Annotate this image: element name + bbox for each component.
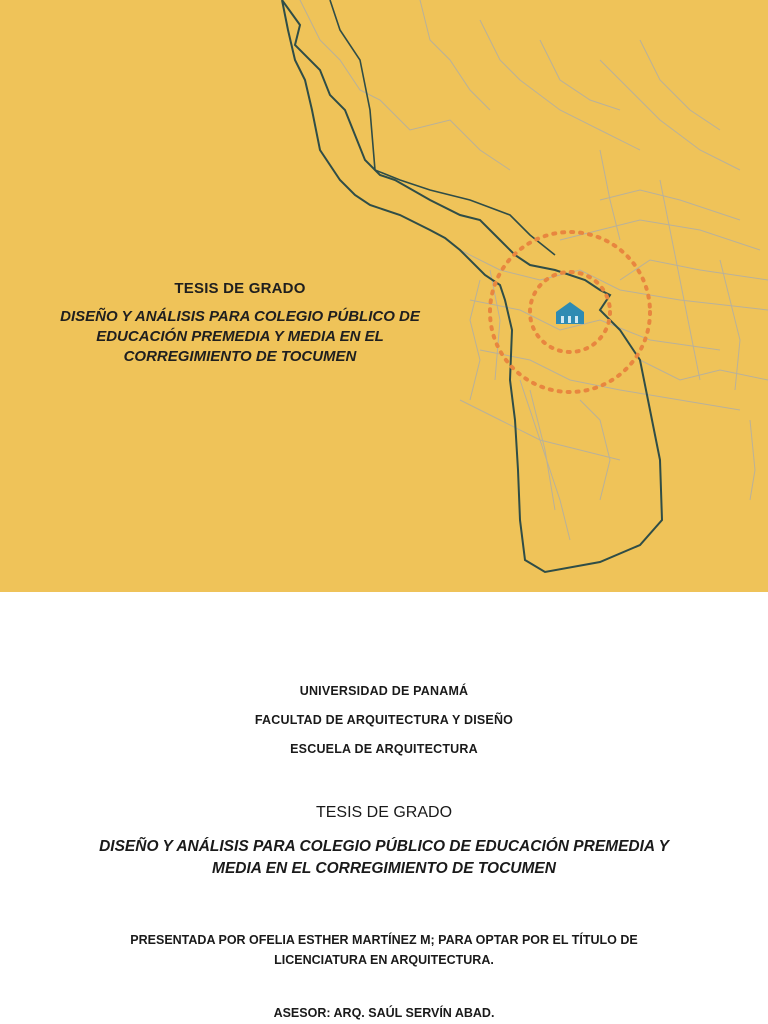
cover-subtitle: DISEÑO Y ANÁLISIS PARA COLEGIO PÚBLICO DE EDUCACIÓN PREMEDIA Y MEDIA EN EL CORREGIMIENTO DE TOCUMEN bbox=[60, 308, 420, 365]
advisor: ASESOR: ARQ. SAÚL SERVÍN ABAD. bbox=[273, 1006, 495, 1020]
faculty-name: FACULTAD DE ARQUITECTURA Y DISEÑO bbox=[254, 713, 514, 727]
thesis-title: TESIS DE GRADO bbox=[315, 804, 453, 821]
inner-boundary bbox=[330, 0, 555, 255]
presented-by: PRESENTADA POR OFELIA ESTHER MARTÍNEZ M; PARA OPTAR POR EL TÍTULO DE LICENCIATURA EN ARQUITECTURA. bbox=[130, 933, 638, 967]
cover-title: TESIS DE GRADO bbox=[174, 280, 306, 297]
thesis-subtitle: DISEÑO Y ANÁLISIS PARA COLEGIO PÚBLICO DE EDUCACIÓN PREMEDIA Y MEDIA EN EL CORREGIMIENTO DE TOCUMEN bbox=[99, 838, 669, 877]
cover-text-block bbox=[40, 280, 440, 367]
university-name: UNIVERSIDAD DE PANAMÁ bbox=[299, 684, 469, 698]
school-name: ESCUELA DE ARQUITECTURA bbox=[290, 742, 478, 756]
street-network bbox=[300, 0, 768, 540]
school-building-icon bbox=[556, 302, 584, 324]
title-page bbox=[0, 592, 768, 1024]
